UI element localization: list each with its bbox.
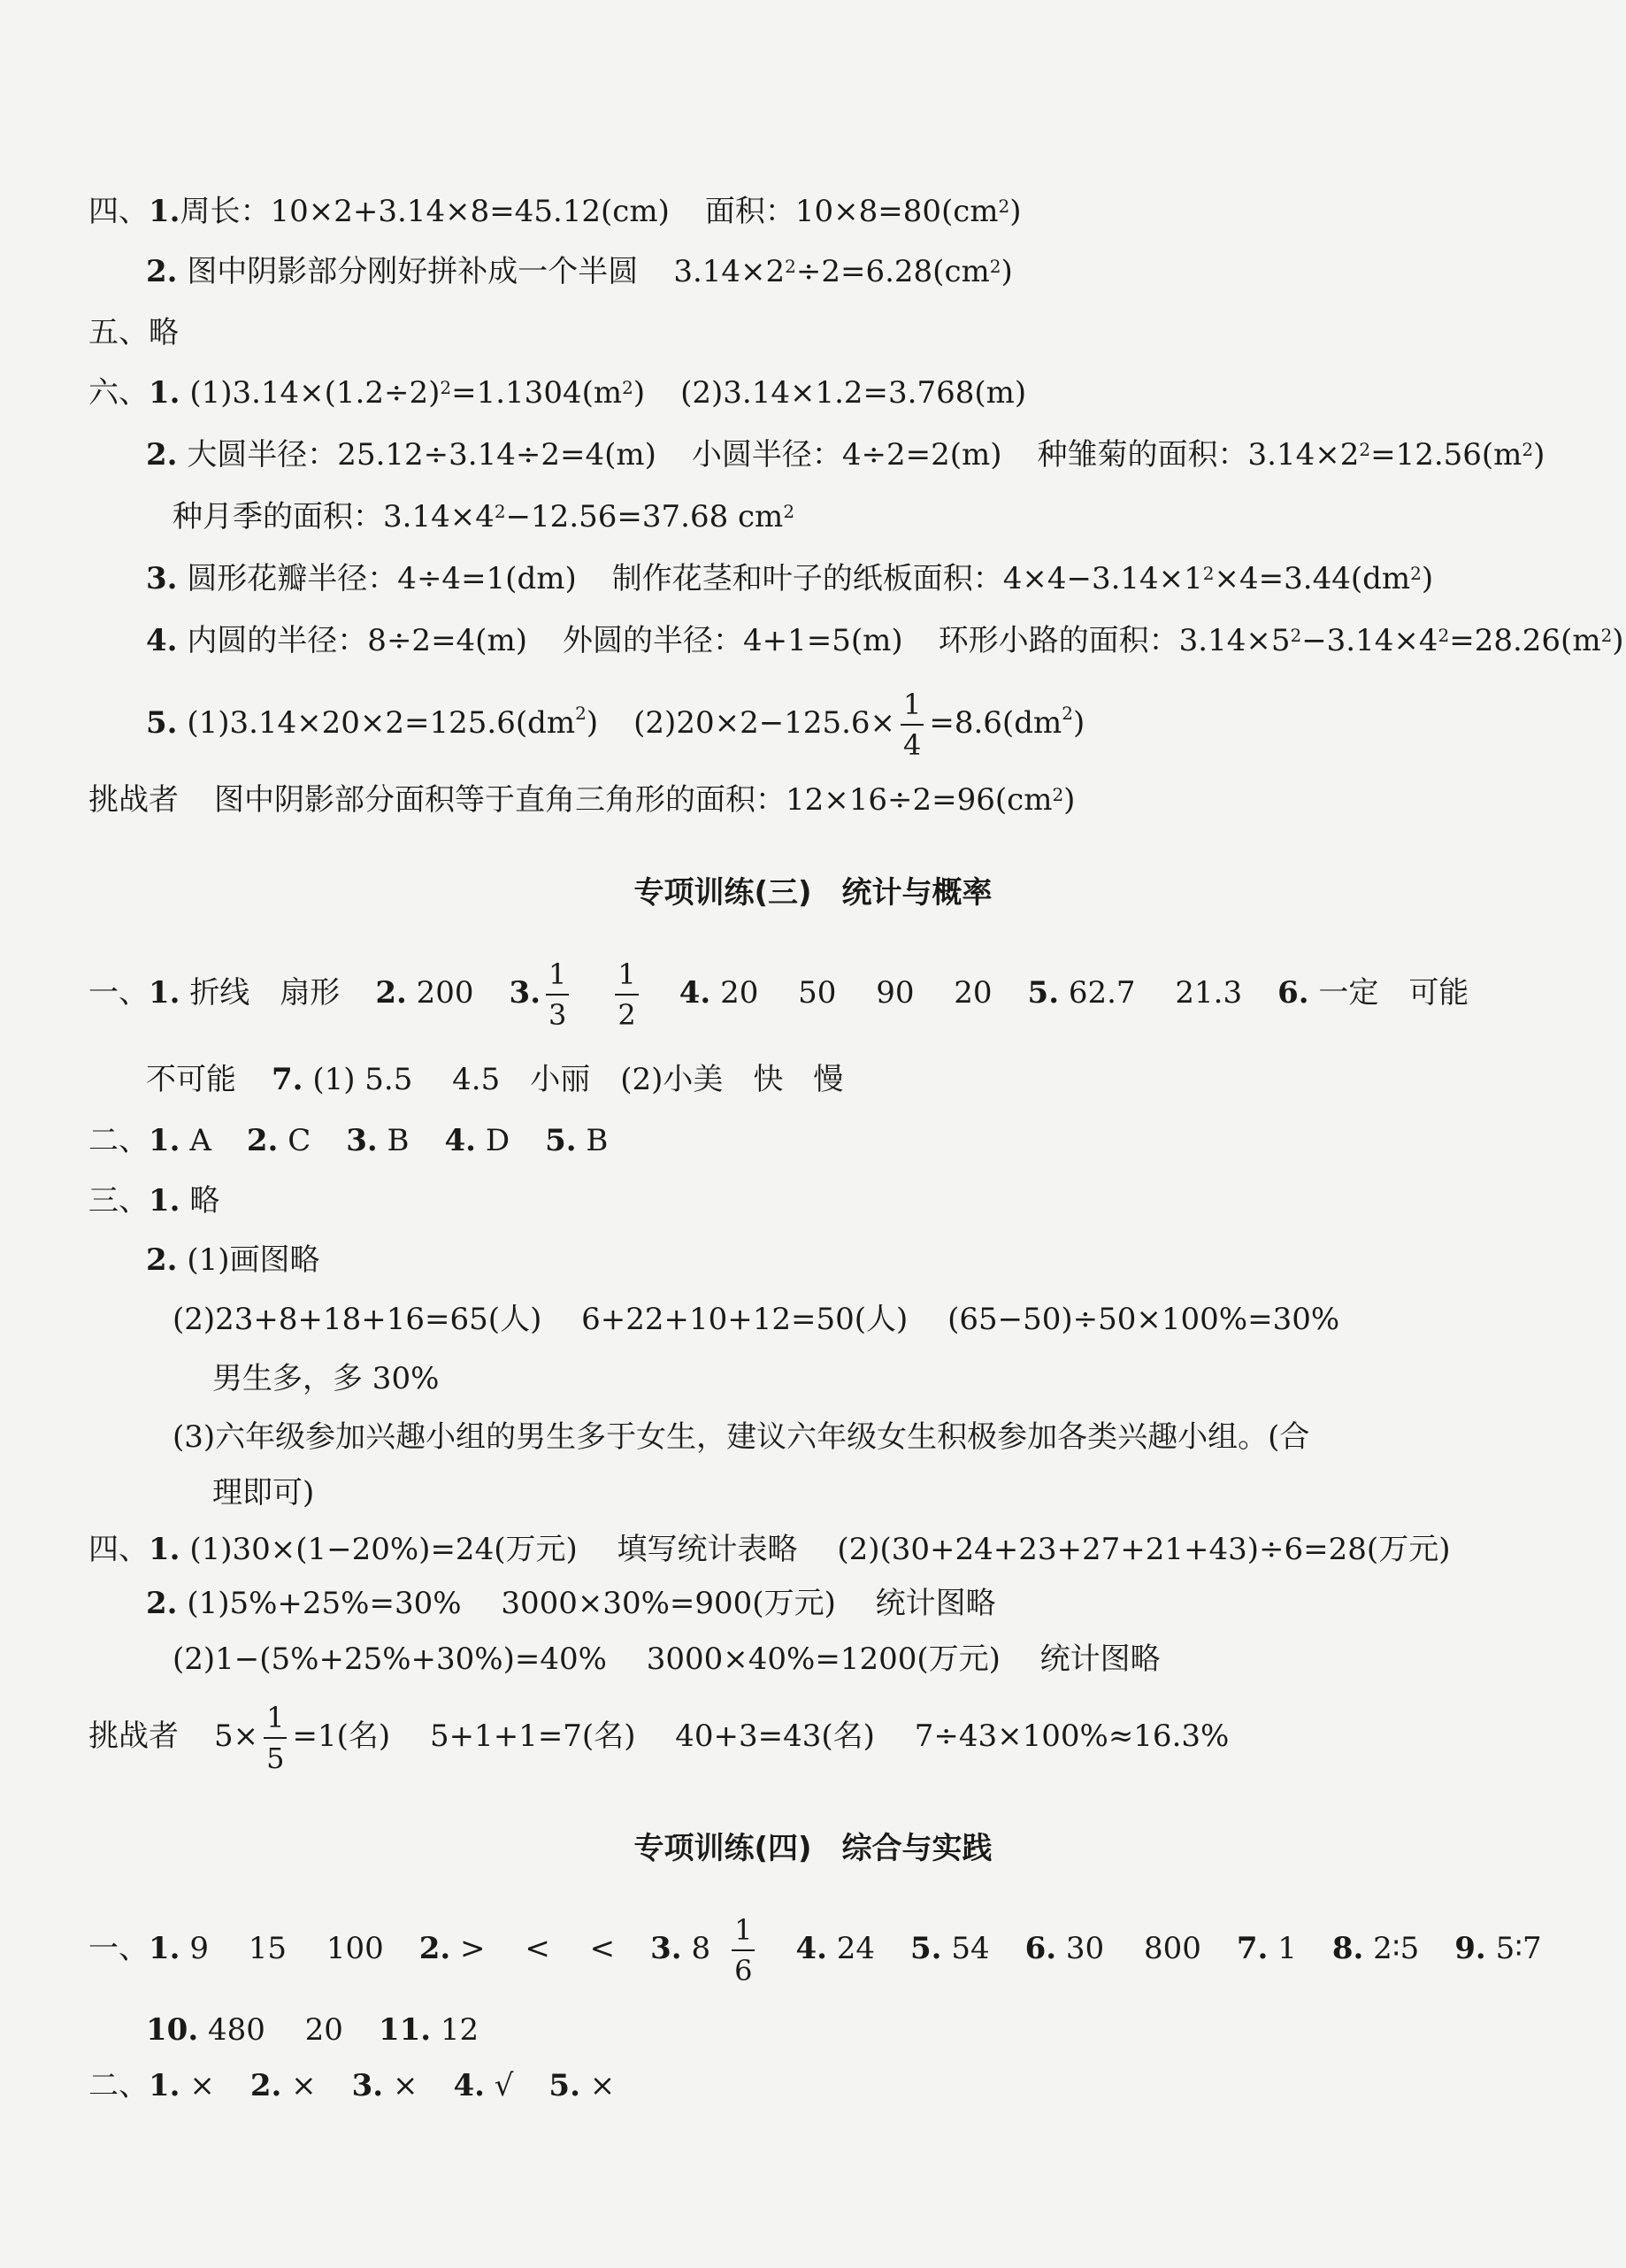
superscript: 2 — [575, 703, 587, 724]
answer-text: D — [485, 1123, 510, 1158]
answer-line — [88, 1119, 608, 1162]
item-number: 11. — [378, 2012, 432, 2048]
answer-text: (2)3.14×1.2=3.768(m) — [680, 375, 1027, 411]
fraction-numerator: 1 — [732, 1916, 755, 1951]
answer-line — [88, 1180, 219, 1222]
item-number: 1. — [149, 1532, 180, 1567]
answer-text: −12.56=37.68 cm — [505, 499, 784, 534]
superscript: 2 — [783, 501, 795, 522]
answer-text: ) — [1612, 623, 1624, 658]
answer-text: × — [589, 2068, 616, 2103]
superscript: 2 — [1062, 703, 1073, 724]
item-number: 1. — [149, 1123, 180, 1158]
answer-line — [88, 1701, 1230, 1775]
answer-text: 200 — [416, 975, 474, 1011]
answer-line — [88, 190, 1022, 233]
fraction-numerator: 1 — [546, 960, 569, 996]
item-number: 1. — [149, 375, 180, 411]
fraction — [546, 957, 569, 1032]
superscript: 2 — [989, 256, 1001, 277]
answer-text: 种月季的面积：3.14×4 — [173, 499, 495, 534]
answer-text: 3.14×2 — [673, 254, 786, 289]
answer-line — [88, 957, 1469, 1032]
answer-text: × — [189, 2068, 215, 2103]
answer-text: 五、略 — [88, 315, 179, 350]
section-title: 专项训练(三) 统计与概率 — [633, 875, 993, 911]
section-number: 三、 — [88, 1183, 149, 1219]
item-number: 1. — [149, 2068, 180, 2103]
superscript: 2 — [998, 196, 1010, 217]
answer-text: 略 — [189, 1183, 220, 1219]
answer-line — [173, 496, 794, 538]
answer-text: ) — [1009, 194, 1022, 229]
answer-text: B — [387, 1123, 410, 1158]
answer-text: 8 — [691, 1931, 711, 1966]
answer-text: C — [288, 1123, 311, 1158]
answer-line — [173, 1416, 1309, 1458]
answer-line — [88, 1528, 1450, 1571]
item-number: 3. — [509, 975, 541, 1011]
answer-text: =1(名) 5+1+1=7(名) 40+3=43(名) 7÷43×100%≈16.3% — [292, 1718, 1230, 1754]
answer-line — [212, 1357, 439, 1400]
answer-line — [88, 372, 1026, 414]
answer-text: ) — [633, 375, 646, 411]
answer-text: A — [189, 1123, 211, 1158]
answer-line — [146, 688, 1085, 762]
fraction-denominator: 5 — [266, 1741, 285, 1775]
answer-line — [146, 250, 1013, 293]
item-number: 8. — [1331, 1931, 1364, 1966]
fraction — [615, 957, 638, 1032]
item-number: 2. — [146, 254, 178, 289]
answer-text: (1)3.14×(1.2÷2) — [189, 375, 441, 411]
answer-line — [173, 1298, 1339, 1341]
answer-text: 大圆半径：25.12÷3.14÷2=4(m) — [187, 437, 656, 473]
answer-line — [146, 619, 1624, 662]
answer-text: ) — [1072, 705, 1085, 741]
answer-text: 12 — [440, 2012, 479, 2048]
answer-line — [88, 2064, 615, 2107]
answer-text: ) — [1533, 437, 1545, 473]
answer-text: (2)1−(5%+25%+30%)=40% 3000×40%=1200(万元) 统计图略 — [173, 1641, 1161, 1677]
item-number: 2. — [146, 1586, 178, 1621]
item-number: 5. — [910, 1931, 942, 1966]
answer-line — [146, 434, 1545, 476]
answer-text: ×4=3.44(dm — [1214, 561, 1411, 596]
section-number: 二、 — [88, 1123, 149, 1158]
fraction — [732, 1913, 755, 1987]
item-number: 2. — [418, 1931, 451, 1966]
answer-text: 30 800 — [1065, 1931, 1201, 1966]
answer-text: 小圆半径：4÷2=2(m) — [691, 437, 1002, 473]
fraction-denominator: 2 — [617, 998, 636, 1032]
item-number: 1. — [149, 1931, 180, 1966]
section-title: 专项训练(四) 综合与实践 — [633, 1831, 993, 1866]
answer-line — [88, 1913, 1542, 1987]
answer-text: √ — [494, 2068, 514, 2103]
answer-text: (2)20×2−125.6× — [633, 705, 896, 741]
answer-text: (1) 5.5 4.5 小丽 (2)小美 快 慢 — [312, 1062, 844, 1097]
answer-text: 不可能 — [146, 1062, 236, 1097]
answer-text: 环形小路的面积：3.14×5 — [938, 623, 1291, 658]
answer-text: 周长：10×2+3.14×8=45.12(cm) — [180, 194, 670, 229]
answer-text: 54 — [951, 1931, 990, 1966]
answer-text: 种雏菊的面积：3.14×2 — [1037, 437, 1360, 473]
item-number: 4. — [795, 1931, 827, 1966]
superscript: 2 — [785, 256, 796, 277]
answer-text: 20 50 90 20 — [720, 975, 993, 1011]
challenge-label: 挑战者 — [88, 1718, 179, 1754]
item-number: 3. — [146, 561, 178, 596]
fraction-denominator: 6 — [734, 1954, 753, 1987]
section-number: 六、 — [88, 375, 149, 411]
item-number: 4. — [453, 2068, 485, 2103]
item-number: 5. — [1027, 975, 1060, 1011]
answer-text: 理即可) — [212, 1475, 315, 1511]
superscript: 2 — [622, 377, 633, 398]
item-number: 3. — [351, 2068, 384, 2103]
answer-text: 一定 可能 — [1318, 975, 1469, 1011]
section-number: 二、 — [88, 2068, 149, 2103]
fraction-numerator: 1 — [901, 690, 924, 726]
answer-text: ) — [586, 705, 599, 741]
answer-line — [88, 311, 179, 354]
answer-line — [146, 557, 1433, 600]
item-number: 1. — [149, 194, 180, 229]
item-number: 3. — [650, 1931, 682, 1966]
answer-text: 480 20 — [207, 2012, 343, 2048]
answer-text: =28.26(m — [1449, 623, 1601, 658]
item-number: 5. — [146, 705, 178, 741]
answer-text: ) — [1001, 254, 1013, 289]
answer-text: 2∶5 — [1373, 1931, 1420, 1966]
answer-text: −3.14×4 — [1301, 623, 1438, 658]
item-number: 1. — [149, 975, 180, 1011]
answer-text: ÷2=6.28(cm — [795, 254, 990, 289]
answer-text: =8.6(dm — [929, 705, 1062, 741]
answer-line — [146, 1239, 319, 1281]
fraction — [264, 1701, 287, 1775]
item-number: 2. — [146, 1242, 178, 1278]
item-number: 5. — [545, 1123, 577, 1158]
superscript: 2 — [1052, 784, 1064, 805]
item-number: 9. — [1454, 1931, 1486, 1966]
answer-text: (1)5%+25%=30% 3000×30%=900(万元) 统计图略 — [187, 1586, 996, 1621]
item-number: 7. — [1236, 1931, 1269, 1966]
section-number: 一、 — [88, 1931, 149, 1966]
item-number: 2. — [246, 1123, 279, 1158]
answer-text: 图中阴影部分面积等于直角三角形的面积：12×16÷2=96(cm — [214, 782, 1053, 818]
answer-text: 62.7 21.3 — [1068, 975, 1243, 1011]
item-number: 2. — [375, 975, 407, 1011]
superscript: 2 — [1438, 625, 1450, 646]
answer-text: 1 — [1277, 1931, 1297, 1966]
item-number: 2. — [249, 2068, 282, 2103]
superscript: 2 — [1522, 439, 1534, 460]
superscript: 2 — [1202, 563, 1215, 584]
answer-text: (1)3.14×20×2=125.6(dm — [187, 705, 576, 741]
answer-text: 制作花茎和叶子的纸板面积：4×4−3.14×1 — [611, 561, 1203, 596]
answer-line — [212, 1472, 314, 1514]
answer-text: (3)六年级参加兴趣小组的男生多于女生，建议六年级女生积极参加各类兴趣小组。(合 — [173, 1419, 1310, 1455]
fraction-numerator: 1 — [615, 960, 638, 996]
answer-line — [146, 2009, 479, 2051]
answer-text: ) — [1421, 561, 1434, 596]
answer-text: (1)30×(1−20%)=24(万元) 填写统计表略 (2)(30+24+23+27+21+43)÷6=28(万元) — [189, 1532, 1451, 1567]
item-number: 6. — [1024, 1931, 1057, 1966]
superscript: 2 — [1359, 439, 1371, 460]
answer-text: (1)画图略 — [187, 1242, 320, 1278]
answer-text: =12.56(m — [1370, 437, 1522, 473]
answer-text: 外圆的半径：4+1=5(m) — [562, 623, 903, 658]
answer-text: 圆形花瓣半径：4÷4=1(dm) — [187, 561, 577, 596]
section-number: 四、 — [88, 194, 149, 229]
answer-text: 面积：10×8=80(cm — [704, 194, 999, 229]
answer-text: (2)23+8+18+16=65(人) 6+22+10+12=50(人) (65−50)÷50×100%=30% — [173, 1302, 1340, 1337]
answer-text: 内圆的半径：8÷2=4(m) — [187, 623, 527, 658]
answer-text: B — [586, 1123, 609, 1158]
answer-text: × — [291, 2068, 317, 2103]
item-number: 4. — [444, 1123, 477, 1158]
item-number: 5. — [548, 2068, 580, 2103]
item-number: 1. — [149, 1183, 180, 1219]
fraction-denominator: 3 — [548, 998, 567, 1032]
answer-line — [146, 1582, 996, 1625]
answer-text: × — [392, 2068, 418, 2103]
item-number: 7. — [272, 1062, 303, 1097]
item-number: 2. — [146, 437, 178, 473]
section-number: 一、 — [88, 975, 149, 1011]
item-number: 10. — [146, 2012, 199, 2048]
answer-text: 折线 扇形 — [189, 975, 341, 1011]
item-number: 4. — [679, 975, 711, 1011]
answer-text: 9 15 100 — [189, 1931, 384, 1966]
superscript: 2 — [1410, 563, 1422, 584]
answer-line — [146, 1058, 843, 1101]
answer-text: 男生多，多 30% — [212, 1361, 440, 1396]
superscript: 2 — [440, 377, 452, 398]
superscript: 2 — [1290, 625, 1302, 646]
answer-text: 图中阴影部分刚好拼补成一个半圆 — [187, 254, 639, 289]
fraction — [901, 688, 924, 762]
answer-line — [88, 779, 1075, 821]
challenge-label: 挑战者 — [88, 782, 179, 818]
fraction-numerator: 1 — [264, 1703, 287, 1739]
section-number: 四、 — [88, 1532, 149, 1567]
answer-line — [173, 1638, 1161, 1680]
superscript: 2 — [494, 501, 506, 522]
answer-text: 24 — [836, 1931, 876, 1966]
answer-text: 5∶7 — [1495, 1931, 1542, 1966]
answer-text: > < < — [460, 1931, 616, 1966]
answer-text: ) — [1063, 782, 1076, 818]
item-number: 4. — [146, 623, 178, 658]
fraction-denominator: 4 — [903, 728, 922, 762]
item-number: 3. — [346, 1123, 378, 1158]
item-number: 6. — [1277, 975, 1309, 1011]
answer-text: 5× — [214, 1718, 259, 1754]
superscript: 2 — [1600, 625, 1613, 646]
answer-text: =1.1304(m — [451, 375, 623, 411]
